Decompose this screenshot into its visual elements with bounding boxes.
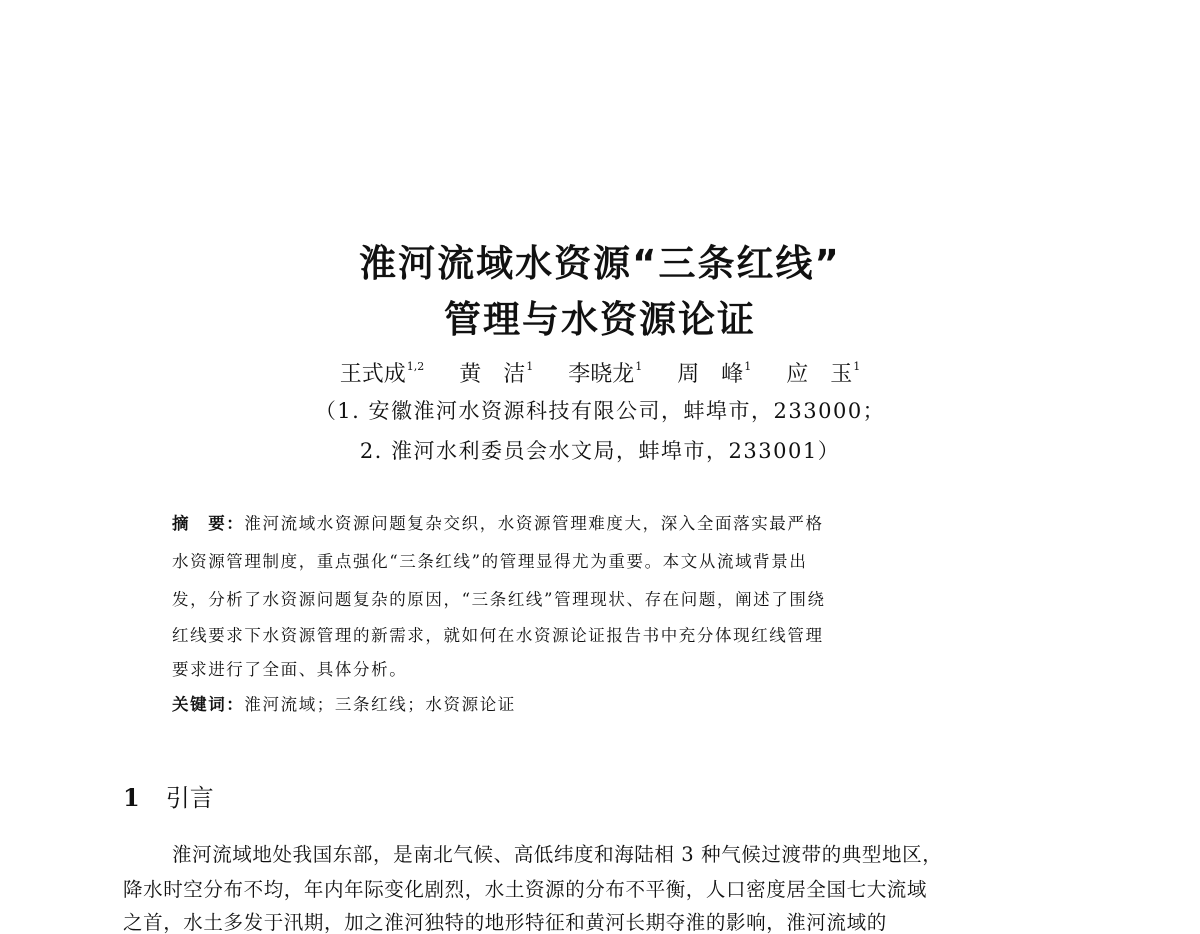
abstract-line-2: 水资源管理制度，重点强化“三条红线”的管理显得尤为重要。本文从流域背景出 xyxy=(172,552,808,571)
section-title: 引言 xyxy=(165,784,214,812)
section-number: 1 xyxy=(123,783,140,812)
abstract-line-5: 要求进行了全面、具体分析。 xyxy=(172,660,408,679)
author-affiliation-mark: 1,2 xyxy=(406,360,425,373)
abstract-text: 淮河流域水资源问题复杂交织，水资源管理难度大，深入全面落实最严格 xyxy=(244,514,824,533)
keywords-label: 关键词： xyxy=(172,695,245,714)
keywords-text: 淮河流域；三条红线；水资源论证 xyxy=(244,695,516,714)
body-line-3: 之首，水土多发于汛期，加之淮河独特的地形特征和黄河长期夺淮的影响，淮河流域的 xyxy=(123,911,887,934)
abstract-line-1 xyxy=(172,516,824,533)
body-line-1: 淮河流域地处我国东部，是南北气候、高低纬度和海陆相 3 种气候过渡带的典型地区， xyxy=(172,843,943,866)
affiliation-line-1: （1. 安徽淮河水资源科技有限公司，蚌埠市，233000； xyxy=(314,399,886,423)
author-2 xyxy=(459,361,533,386)
paper-title-line-1: 淮河流域水资源“三条红线” xyxy=(359,242,841,285)
author-name: 应 玉 xyxy=(786,362,853,387)
author-5 xyxy=(786,361,860,386)
affiliation-line-2: 2. 淮河水利委员会水文局，蚌埠市，233001） xyxy=(359,439,841,463)
body-line-2: 降水时空分布不均，年内年际变化剧烈，水土资源的分布不平衡，人口密度居全国七大流域 xyxy=(123,878,928,901)
abstract-line-4: 红线要求下水资源管理的新需求，就如何在水资源论证报告书中充分体现红线管理 xyxy=(172,626,824,645)
keywords-line xyxy=(172,697,516,714)
author-name: 王式成 xyxy=(339,362,406,387)
section-heading xyxy=(123,783,214,812)
author-1 xyxy=(340,361,425,386)
author-4 xyxy=(677,361,751,386)
author-affiliation-mark: 1 xyxy=(526,360,534,373)
author-name: 黄 洁 xyxy=(459,362,526,387)
author-affiliation-mark: 1 xyxy=(635,360,643,373)
author-name: 李晓龙 xyxy=(568,362,635,387)
author-list xyxy=(0,361,1200,386)
author-affiliation-mark: 1 xyxy=(744,360,752,373)
author-3 xyxy=(568,361,642,386)
author-affiliation-mark: 1 xyxy=(853,360,861,373)
abstract-line-3: 发，分析了水资源问题复杂的原因，“三条红线”管理现状、存在问题，阐述了围绕 xyxy=(172,590,826,609)
author-name: 周 峰 xyxy=(677,362,744,387)
abstract-label: 摘 要： xyxy=(172,514,245,533)
paper-title-line-2: 管理与水资源论证 xyxy=(444,298,756,341)
